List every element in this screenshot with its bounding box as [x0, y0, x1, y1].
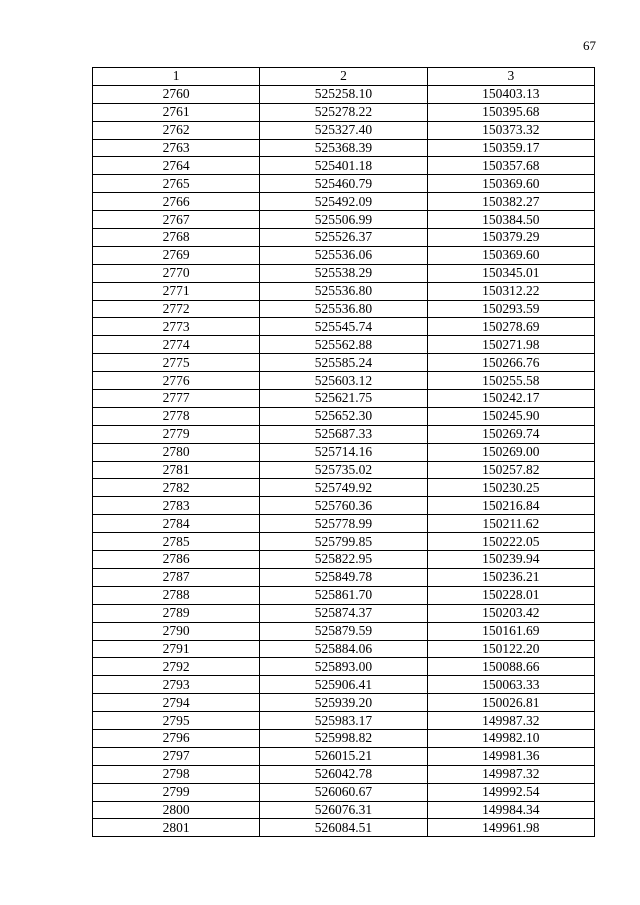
point-number-cell: 2779	[93, 425, 260, 443]
x-coordinate-cell: 525879.59	[260, 622, 427, 640]
y-coordinate-cell: 150269.00	[427, 443, 594, 461]
point-number-cell: 2793	[93, 676, 260, 694]
point-number-cell: 2762	[93, 121, 260, 139]
point-number-cell: 2773	[93, 318, 260, 336]
x-coordinate-cell: 525536.06	[260, 246, 427, 264]
y-coordinate-cell: 150266.76	[427, 354, 594, 372]
point-number-cell: 2774	[93, 336, 260, 354]
point-number-cell: 2776	[93, 372, 260, 390]
x-coordinate-cell: 525849.78	[260, 568, 427, 586]
y-coordinate-cell: 149982.10	[427, 729, 594, 747]
y-coordinate-cell: 150236.21	[427, 568, 594, 586]
table-row	[93, 157, 595, 175]
y-coordinate-cell: 150403.13	[427, 85, 594, 103]
x-coordinate-cell: 525492.09	[260, 193, 427, 211]
x-coordinate-cell: 525799.85	[260, 533, 427, 551]
x-coordinate-cell: 525714.16	[260, 443, 427, 461]
y-coordinate-cell: 150203.42	[427, 604, 594, 622]
y-coordinate-cell: 150312.22	[427, 282, 594, 300]
x-coordinate-cell: 525538.29	[260, 264, 427, 282]
table-row	[93, 819, 595, 837]
point-number-cell: 2775	[93, 354, 260, 372]
point-number-cell: 2789	[93, 604, 260, 622]
x-coordinate-cell: 525687.33	[260, 425, 427, 443]
table-row	[93, 479, 595, 497]
x-coordinate-cell: 525536.80	[260, 300, 427, 318]
point-number-cell: 2787	[93, 568, 260, 586]
point-number-cell: 2763	[93, 139, 260, 157]
table-body	[93, 85, 595, 836]
x-coordinate-cell: 525861.70	[260, 586, 427, 604]
y-coordinate-cell: 150239.94	[427, 551, 594, 569]
point-number-cell: 2798	[93, 765, 260, 783]
table-row	[93, 515, 595, 533]
y-coordinate-cell: 150242.17	[427, 390, 594, 408]
y-coordinate-cell: 150369.60	[427, 246, 594, 264]
y-coordinate-cell: 150293.59	[427, 300, 594, 318]
x-coordinate-cell: 525526.37	[260, 229, 427, 247]
column-header-2: 2	[260, 68, 427, 86]
y-coordinate-cell: 150228.01	[427, 586, 594, 604]
y-coordinate-cell: 149981.36	[427, 747, 594, 765]
y-coordinate-cell: 150278.69	[427, 318, 594, 336]
y-coordinate-cell: 150255.58	[427, 372, 594, 390]
table-row	[93, 354, 595, 372]
table-row	[93, 282, 595, 300]
point-number-cell: 2765	[93, 175, 260, 193]
y-coordinate-cell: 150211.62	[427, 515, 594, 533]
x-coordinate-cell: 526084.51	[260, 819, 427, 837]
table-row	[93, 551, 595, 569]
column-header-3: 3	[427, 68, 594, 86]
point-number-cell: 2782	[93, 479, 260, 497]
table-row	[93, 336, 595, 354]
table-row	[93, 318, 595, 336]
y-coordinate-cell: 150357.68	[427, 157, 594, 175]
y-coordinate-cell: 150245.90	[427, 407, 594, 425]
table-row	[93, 622, 595, 640]
x-coordinate-cell: 525327.40	[260, 121, 427, 139]
point-number-cell: 2764	[93, 157, 260, 175]
y-coordinate-cell: 150088.66	[427, 658, 594, 676]
point-number-cell: 2785	[93, 533, 260, 551]
table-row	[93, 658, 595, 676]
point-number-cell: 2768	[93, 229, 260, 247]
x-coordinate-cell: 526042.78	[260, 765, 427, 783]
x-coordinate-cell: 526076.31	[260, 801, 427, 819]
point-number-cell: 2799	[93, 783, 260, 801]
y-coordinate-cell: 150271.98	[427, 336, 594, 354]
y-coordinate-cell: 149961.98	[427, 819, 594, 837]
y-coordinate-cell: 150359.17	[427, 139, 594, 157]
x-coordinate-cell: 526060.67	[260, 783, 427, 801]
y-coordinate-cell: 150230.25	[427, 479, 594, 497]
table-row	[93, 586, 595, 604]
x-coordinate-cell: 525401.18	[260, 157, 427, 175]
y-coordinate-cell: 150257.82	[427, 461, 594, 479]
table-row	[93, 229, 595, 247]
x-coordinate-cell: 525545.74	[260, 318, 427, 336]
x-coordinate-cell: 525822.95	[260, 551, 427, 569]
point-number-cell: 2780	[93, 443, 260, 461]
page-number: 67	[583, 38, 596, 53]
table-row	[93, 264, 595, 282]
table-row	[93, 765, 595, 783]
point-number-cell: 2767	[93, 211, 260, 229]
table-row	[93, 801, 595, 819]
x-coordinate-cell: 525760.36	[260, 497, 427, 515]
point-number-cell: 2786	[93, 551, 260, 569]
x-coordinate-cell: 525278.22	[260, 103, 427, 121]
table-row	[93, 372, 595, 390]
x-coordinate-cell: 525749.92	[260, 479, 427, 497]
x-coordinate-cell: 525998.82	[260, 729, 427, 747]
x-coordinate-cell: 525603.12	[260, 372, 427, 390]
table-row	[93, 604, 595, 622]
x-coordinate-cell: 525562.88	[260, 336, 427, 354]
point-number-cell: 2770	[93, 264, 260, 282]
y-coordinate-cell: 150369.60	[427, 175, 594, 193]
table-row	[93, 425, 595, 443]
x-coordinate-cell: 525258.10	[260, 85, 427, 103]
y-coordinate-cell: 149987.32	[427, 765, 594, 783]
point-number-cell: 2771	[93, 282, 260, 300]
x-coordinate-cell: 525460.79	[260, 175, 427, 193]
table-row	[93, 407, 595, 425]
point-number-cell: 2766	[93, 193, 260, 211]
x-coordinate-cell: 525906.41	[260, 676, 427, 694]
table-row	[93, 568, 595, 586]
x-coordinate-cell: 525983.17	[260, 712, 427, 730]
x-coordinate-cell: 525585.24	[260, 354, 427, 372]
x-coordinate-cell: 525536.80	[260, 282, 427, 300]
x-coordinate-cell: 525893.00	[260, 658, 427, 676]
column-header-1: 1	[93, 68, 260, 86]
x-coordinate-cell: 525368.39	[260, 139, 427, 157]
y-coordinate-cell: 149984.34	[427, 801, 594, 819]
table-row	[93, 193, 595, 211]
point-number-cell: 2788	[93, 586, 260, 604]
table-row	[93, 640, 595, 658]
y-coordinate-cell: 150269.74	[427, 425, 594, 443]
y-coordinate-cell: 149987.32	[427, 712, 594, 730]
table-row	[93, 676, 595, 694]
x-coordinate-cell: 525939.20	[260, 694, 427, 712]
table-row	[93, 175, 595, 193]
point-number-cell: 2769	[93, 246, 260, 264]
point-number-cell: 2790	[93, 622, 260, 640]
point-number-cell: 2792	[93, 658, 260, 676]
y-coordinate-cell: 150382.27	[427, 193, 594, 211]
x-coordinate-cell: 525621.75	[260, 390, 427, 408]
point-number-cell: 2797	[93, 747, 260, 765]
point-number-cell: 2791	[93, 640, 260, 658]
point-number-cell: 2794	[93, 694, 260, 712]
table-header	[93, 68, 595, 86]
point-number-cell: 2781	[93, 461, 260, 479]
y-coordinate-cell: 150222.05	[427, 533, 594, 551]
table-row	[93, 747, 595, 765]
y-coordinate-cell: 149992.54	[427, 783, 594, 801]
table-row	[93, 390, 595, 408]
table-row	[93, 211, 595, 229]
y-coordinate-cell: 150122.20	[427, 640, 594, 658]
table-row	[93, 712, 595, 730]
table-row	[93, 103, 595, 121]
y-coordinate-cell: 150379.29	[427, 229, 594, 247]
table-row	[93, 139, 595, 157]
x-coordinate-cell: 525874.37	[260, 604, 427, 622]
table-row	[93, 246, 595, 264]
point-number-cell: 2783	[93, 497, 260, 515]
point-number-cell: 2801	[93, 819, 260, 837]
x-coordinate-cell: 525884.06	[260, 640, 427, 658]
point-number-cell: 2800	[93, 801, 260, 819]
point-number-cell: 2777	[93, 390, 260, 408]
table-row	[93, 533, 595, 551]
y-coordinate-cell: 150373.32	[427, 121, 594, 139]
table-row	[93, 497, 595, 515]
table-row	[93, 461, 595, 479]
y-coordinate-cell: 150216.84	[427, 497, 594, 515]
x-coordinate-cell: 525778.99	[260, 515, 427, 533]
point-number-cell: 2795	[93, 712, 260, 730]
point-number-cell: 2784	[93, 515, 260, 533]
y-coordinate-cell: 150345.01	[427, 264, 594, 282]
table-row	[93, 783, 595, 801]
y-coordinate-cell: 150161.69	[427, 622, 594, 640]
coordinates-table	[92, 67, 595, 837]
point-number-cell: 2760	[93, 85, 260, 103]
table-row	[93, 729, 595, 747]
x-coordinate-cell: 525506.99	[260, 211, 427, 229]
table-row	[93, 300, 595, 318]
table-row	[93, 85, 595, 103]
point-number-cell: 2761	[93, 103, 260, 121]
x-coordinate-cell: 526015.21	[260, 747, 427, 765]
y-coordinate-cell: 150026.81	[427, 694, 594, 712]
x-coordinate-cell: 525735.02	[260, 461, 427, 479]
header-row	[93, 68, 595, 86]
y-coordinate-cell: 150384.50	[427, 211, 594, 229]
point-number-cell: 2796	[93, 729, 260, 747]
point-number-cell: 2778	[93, 407, 260, 425]
table-row	[93, 121, 595, 139]
table-row	[93, 694, 595, 712]
y-coordinate-cell: 150395.68	[427, 103, 594, 121]
x-coordinate-cell: 525652.30	[260, 407, 427, 425]
point-number-cell: 2772	[93, 300, 260, 318]
table-row	[93, 443, 595, 461]
y-coordinate-cell: 150063.33	[427, 676, 594, 694]
